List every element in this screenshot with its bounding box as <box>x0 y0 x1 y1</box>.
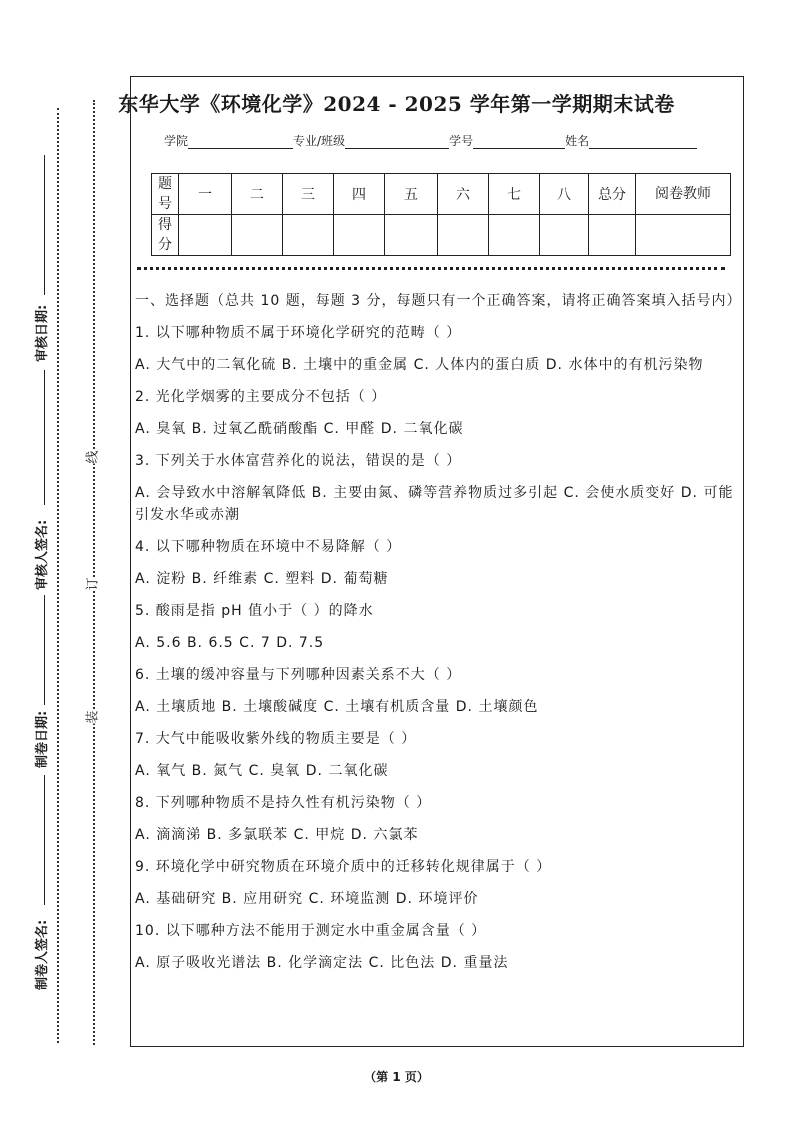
question-options: A. 大气中的二氧化硫 B. 土壤中的重金属 C. 人体内的蛋白质 D. 水体中的有机污染物 <box>135 357 704 373</box>
question-text: 1. 以下哪种物质不属于环境化学研究的范畴（ ） <box>135 325 462 341</box>
binding-mark-line: 线 <box>85 450 101 464</box>
column-header: 七 <box>489 174 540 215</box>
score-cell[interactable] <box>489 215 540 256</box>
question-options: A. 淀粉 B. 纤维素 C. 塑料 D. 葡萄糖 <box>135 571 389 587</box>
binding-dotted-line-right <box>93 100 95 1045</box>
major-label: 专业/班级 <box>293 134 346 148</box>
college-blank[interactable] <box>188 134 293 149</box>
student-info-row <box>164 132 697 149</box>
column-header: 二 <box>232 174 283 215</box>
binding-mark-install: 装 <box>85 710 101 724</box>
question-options: A. 臭氧 B. 过氧乙酰硝酸酯 C. 甲醛 D. 二氧化碳 <box>135 421 464 437</box>
score-cell[interactable] <box>283 215 334 256</box>
score-cell-reviewer[interactable] <box>636 215 731 256</box>
section-divider <box>137 267 725 270</box>
score-table-score-row <box>152 215 731 256</box>
name-label: 姓名 <box>565 134 590 148</box>
column-header-total: 总分 <box>589 174 636 215</box>
maker-sign-label: 制卷人签名: <box>35 919 50 990</box>
approver-sign-line <box>44 370 45 505</box>
question-text: 8. 下列哪种物质不是持久性有机污染物（ ） <box>135 795 432 811</box>
score-cell[interactable] <box>438 215 489 256</box>
make-date-line <box>44 595 45 705</box>
score-table <box>151 173 731 256</box>
binding-mark-staple: 订 <box>85 577 101 591</box>
student-id-blank[interactable] <box>473 134 565 149</box>
maker-sign-line <box>44 775 45 905</box>
make-date-label: 制卷日期: <box>35 710 50 768</box>
question-text: 7. 大气中能吸收紫外线的物质主要是（ ） <box>135 731 417 747</box>
question-options: A. 基础研究 B. 应用研究 C. 环境监测 D. 环境评价 <box>135 891 479 907</box>
column-header: 一 <box>179 174 232 215</box>
exam-title: 东华大学《环境化学》2024 - 2025 学年第一学期期末试卷 <box>118 92 675 116</box>
question-options: A. 5.6 B. 6.5 C. 7 D. 7.5 <box>135 635 325 651</box>
column-header: 三 <box>283 174 334 215</box>
column-header: 四 <box>334 174 385 215</box>
column-header: 六 <box>438 174 489 215</box>
question-options: A. 会导致水中溶解氧降低 B. 主要由氮、磷等营养物质过多引起 C. 会使水质变好 D. 可能引发水华或赤潮 <box>135 485 734 523</box>
approve-date-line <box>44 155 45 295</box>
score-cell-total[interactable] <box>589 215 636 256</box>
column-header: 八 <box>540 174 589 215</box>
column-header: 五 <box>385 174 438 215</box>
question-text: 3. 下列关于水体富营养化的说法，错误的是（ ） <box>135 453 462 469</box>
question-number-label: 题号 <box>152 174 179 215</box>
section-heading: 一、选择题（总共 10 题，每题 3 分，每题只有一个正确答案，请将正确答案填入括号内） <box>135 293 742 309</box>
question-text: 9. 环境化学中研究物质在环境介质中的迁移转化规律属于（ ） <box>135 859 552 875</box>
question-options: A. 氧气 B. 氮气 C. 臭氧 D. 二氧化碳 <box>135 763 389 779</box>
major-blank[interactable] <box>345 134 449 149</box>
score-cell[interactable] <box>179 215 232 256</box>
question-text: 10. 以下哪种方法不能用于测定水中重金属含量（ ） <box>135 923 487 939</box>
question-text: 4. 以下哪种物质在环境中不易降解（ ） <box>135 539 402 555</box>
page-number: （第 1 页） <box>364 1070 429 1084</box>
approve-date-label: 审核日期: <box>35 304 50 362</box>
question-text: 2. 光化学烟雾的主要成分不包括（ ） <box>135 389 387 405</box>
section-multiple-choice <box>135 290 741 974</box>
score-label: 得分 <box>152 215 179 256</box>
college-label: 学院 <box>164 134 189 148</box>
score-cell[interactable] <box>334 215 385 256</box>
approver-sign-label: 审核人签名: <box>35 519 50 590</box>
question-text: 6. 土壤的缓冲容量与下列哪种因素关系不大（ ） <box>135 667 462 683</box>
score-cell[interactable] <box>232 215 283 256</box>
score-cell[interactable] <box>385 215 438 256</box>
student-id-label: 学号 <box>449 134 474 148</box>
question-text: 5. 酸雨是指 pH 值小于（ ）的降水 <box>135 603 374 619</box>
score-cell[interactable] <box>540 215 589 256</box>
question-options: A. 土壤质地 B. 土壤酸碱度 C. 土壤有机质含量 D. 土壤颜色 <box>135 699 539 715</box>
column-header-reviewer: 阅卷教师 <box>636 174 731 215</box>
binding-dotted-line-left <box>57 108 59 1043</box>
question-options: A. 滴滴涕 B. 多氯联苯 C. 甲烷 D. 六氯苯 <box>135 827 419 843</box>
name-blank[interactable] <box>589 134 697 149</box>
score-table-header-row <box>152 174 731 215</box>
question-options: A. 原子吸收光谱法 B. 化学滴定法 C. 比色法 D. 重量法 <box>135 955 509 971</box>
